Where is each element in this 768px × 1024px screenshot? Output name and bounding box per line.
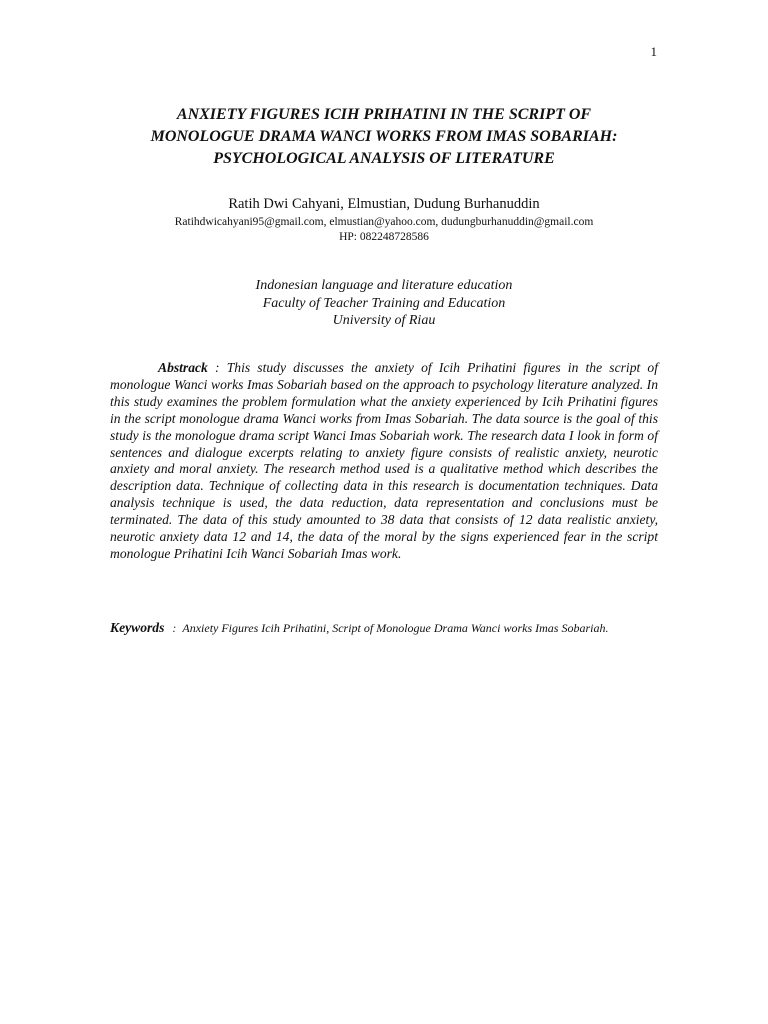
- affiliation: [100, 277, 668, 330]
- phone-number: HP: 082248728586: [339, 231, 429, 243]
- keywords-separator: :: [172, 621, 177, 635]
- abstract-text: : This study discusses the anxiety of Icih Prihatini figures in the script of monologue Wanci works Imas Sobariah based on the approach to psychology literature analyzed. In this study examines the problem formulation what the anxiety experienced by Icih Prihatini figures in the script monologue drama Wanci works from Imas Sobariah. The data source is the goal of this study is the monologue drama script Wanci Imas Sobariah work. The research data I look in form of sentences and dialogue excerpts relating to anxiety figure consists of realistic anxiety, neurotic anxiety and moral anxiety. The research method used is a qualitative method which describes the description data. Technique of collecting data in this research is documentation techniques. Data analysis technique is used, the data reduction, data representation and conclusions must be terminated. The data of this study amounted to 38 data that consists of 12 data realistic anxiety, neurotic anxiety data 12 and 14, the data of the moral by the signs experienced fear in the script monologue Prihatini Icih Wanci Sobariah Imas work.: [110, 360, 658, 561]
- keywords-label: Keywords: [110, 620, 165, 635]
- keywords-text: Anxiety Figures Icih Prihatini, Script of Monologue Drama Wanci works Imas Sobariah.: [182, 621, 609, 635]
- author-list: Ratih Dwi Cahyani, Elmustian, Dudung Burhanuddin: [228, 196, 540, 212]
- affiliation-university: University of Riau: [332, 313, 436, 328]
- title-line-3: PSYCHOLOGICAL ANALYSIS OF LITERATURE: [213, 150, 555, 167]
- affiliation-department: Indonesian language and literature education: [255, 278, 513, 293]
- page-number: 1: [650, 44, 657, 59]
- email-addresses: Ratihdwicahyani95@gmail.com, elmustian@yahoo.com, dudungburhanuddin@gmail.com: [174, 216, 594, 228]
- title-line-1: ANXIETY FIGURES ICIH PRIHATINI IN THE SCRIPT OF: [176, 106, 592, 123]
- title-line-2: MONOLOGUE DRAMA WANCI WORKS FROM IMAS SOBARIAH:: [150, 128, 618, 145]
- abstract-paragraph: [110, 360, 658, 563]
- paper-title: [100, 104, 668, 170]
- contact-info: [90, 215, 678, 245]
- abstract-label: Abstrack: [158, 360, 208, 375]
- keywords-section: [110, 620, 658, 636]
- affiliation-faculty: Faculty of Teacher Training and Education: [262, 295, 506, 311]
